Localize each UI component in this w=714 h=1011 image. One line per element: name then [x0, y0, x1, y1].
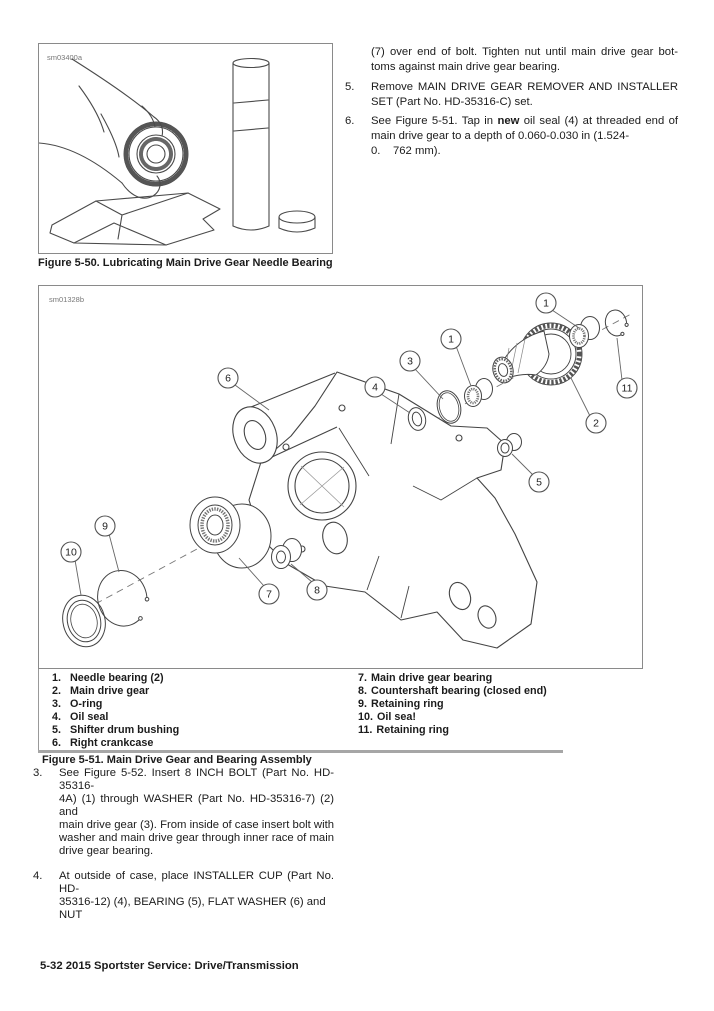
parts-list-item: 7. Main drive gear bearing: [358, 672, 493, 684]
retaining-ring-11-drawing: [603, 308, 630, 339]
instructions-bottom: [33, 767, 334, 922]
figure-5-50-illustration: [39, 44, 332, 253]
text-line: 0. 762 mm).: [371, 145, 441, 157]
svg-text:9: 9: [102, 520, 108, 533]
text-line: main drive gear (3). From inside of case insert bolt with: [59, 819, 334, 831]
text-line: SET (Part No. HD-35316-C) set.: [371, 96, 533, 108]
text-line: toms against main drive gear bearing.: [371, 61, 561, 73]
parts-list-item: 2. Main drive gear: [52, 685, 150, 697]
text-line: See Figure 5-51. Tap in new oil seal (4) at threaded end of: [371, 115, 678, 127]
oil-seal-10-drawing: [57, 591, 110, 652]
figure-5-51-tag: sm01328b: [49, 295, 85, 304]
tube-cap-drawing: [279, 211, 315, 232]
step-5: [345, 80, 678, 110]
step-4: [33, 870, 334, 922]
needle-bearing-inner-drawing: [465, 379, 493, 407]
step-number: 3.: [33, 767, 43, 779]
parts-list-item: 5. Shifter drum bushing: [52, 724, 180, 736]
svg-text:5: 5: [536, 476, 542, 489]
instructions-top: [345, 45, 678, 159]
text-line: drive gear bearing.: [59, 845, 154, 857]
svg-text:1: 1: [543, 297, 549, 310]
parts-list-left-column: [52, 672, 179, 750]
parts-list-item: 8. Countershaft bearing (closed end): [358, 685, 547, 697]
main-drive-gear-drawing: [124, 122, 188, 186]
parts-list-item: 10. Oil sea!: [358, 711, 417, 723]
shifter-drum-bushing-drawing: [498, 434, 522, 457]
svg-text:2: 2: [593, 417, 599, 430]
cloth-drawing: [50, 193, 220, 245]
svg-text:3: 3: [407, 355, 413, 368]
page-footer: 5-32 2015 Sportster Service: Drive/Transmission: [40, 960, 299, 972]
text-line: At outside of case, place INSTALLER CUP (Part No. HD-: [59, 870, 334, 895]
step-number: 6.: [345, 115, 355, 127]
step-number: 4.: [33, 870, 43, 882]
main-drive-gear-exploded-drawing: [490, 323, 582, 385]
grease-tube-drawing: [233, 59, 269, 231]
parts-list-item: 9. Retaining ring: [358, 698, 444, 710]
text-line: (7) over end of bolt. Tighten nut until main drive gear bot-: [371, 46, 678, 58]
text-line: See Figure 5-52. Insert 8 INCH BOLT (Part No. HD-35316-: [59, 767, 334, 792]
parts-list-item: 4. Oil seal: [52, 711, 109, 723]
parts-list-item: 1. Needle bearing (2): [52, 672, 164, 684]
parts-list-item: 3. O-ring: [52, 698, 103, 710]
svg-text:10: 10: [65, 546, 77, 559]
svg-text:11: 11: [621, 382, 633, 395]
needle-bearing-outer-drawing: [570, 317, 600, 348]
step-4-continuation: [345, 45, 678, 75]
step-3: [33, 767, 334, 858]
text-line: 35316-12) (4), BEARING (5), FLAT WASHER (6) and NUT: [59, 896, 326, 921]
figure-5-50-box: [38, 43, 333, 254]
svg-text:8: 8: [314, 584, 320, 597]
svg-text:7: 7: [266, 588, 272, 601]
figure-5-50-caption: Figure 5-50. Lubricating Main Drive Gear Needle Bearing: [38, 257, 333, 269]
parts-list-item: 6. Right crankcase: [52, 737, 154, 749]
text-line: washer and main drive gear through inner race of main: [59, 832, 334, 844]
step-number: 5.: [345, 81, 355, 93]
parts-list-left-border: [38, 669, 39, 751]
step-6: [345, 114, 678, 159]
svg-text:6: 6: [225, 372, 231, 385]
figure-5-51-bottom-rule: [38, 750, 563, 753]
svg-text:1: 1: [448, 333, 454, 346]
text-line: 4A) (1) through WASHER (Part No. HD-35316-7) (2) and: [59, 793, 334, 818]
figure-5-51-caption: Figure 5-51. Main Drive Gear and Bearing Assembly: [42, 754, 312, 766]
text-line: Remove MAIN DRIVE GEAR REMOVER AND INSTALLER: [371, 81, 678, 93]
parts-list-right-column: [358, 672, 547, 737]
crankcase-drawing: [225, 372, 537, 648]
figure-5-51-illustration: [39, 286, 642, 668]
svg-text:4: 4: [372, 381, 378, 394]
text-line: main drive gear to a depth of 0.060-0.030 in (1.524-: [371, 130, 630, 142]
figure-5-51-box: [38, 285, 643, 669]
parts-list-item: 11. Retaining ring: [358, 724, 450, 736]
figure-5-50-tag: sm03400a: [47, 53, 83, 62]
